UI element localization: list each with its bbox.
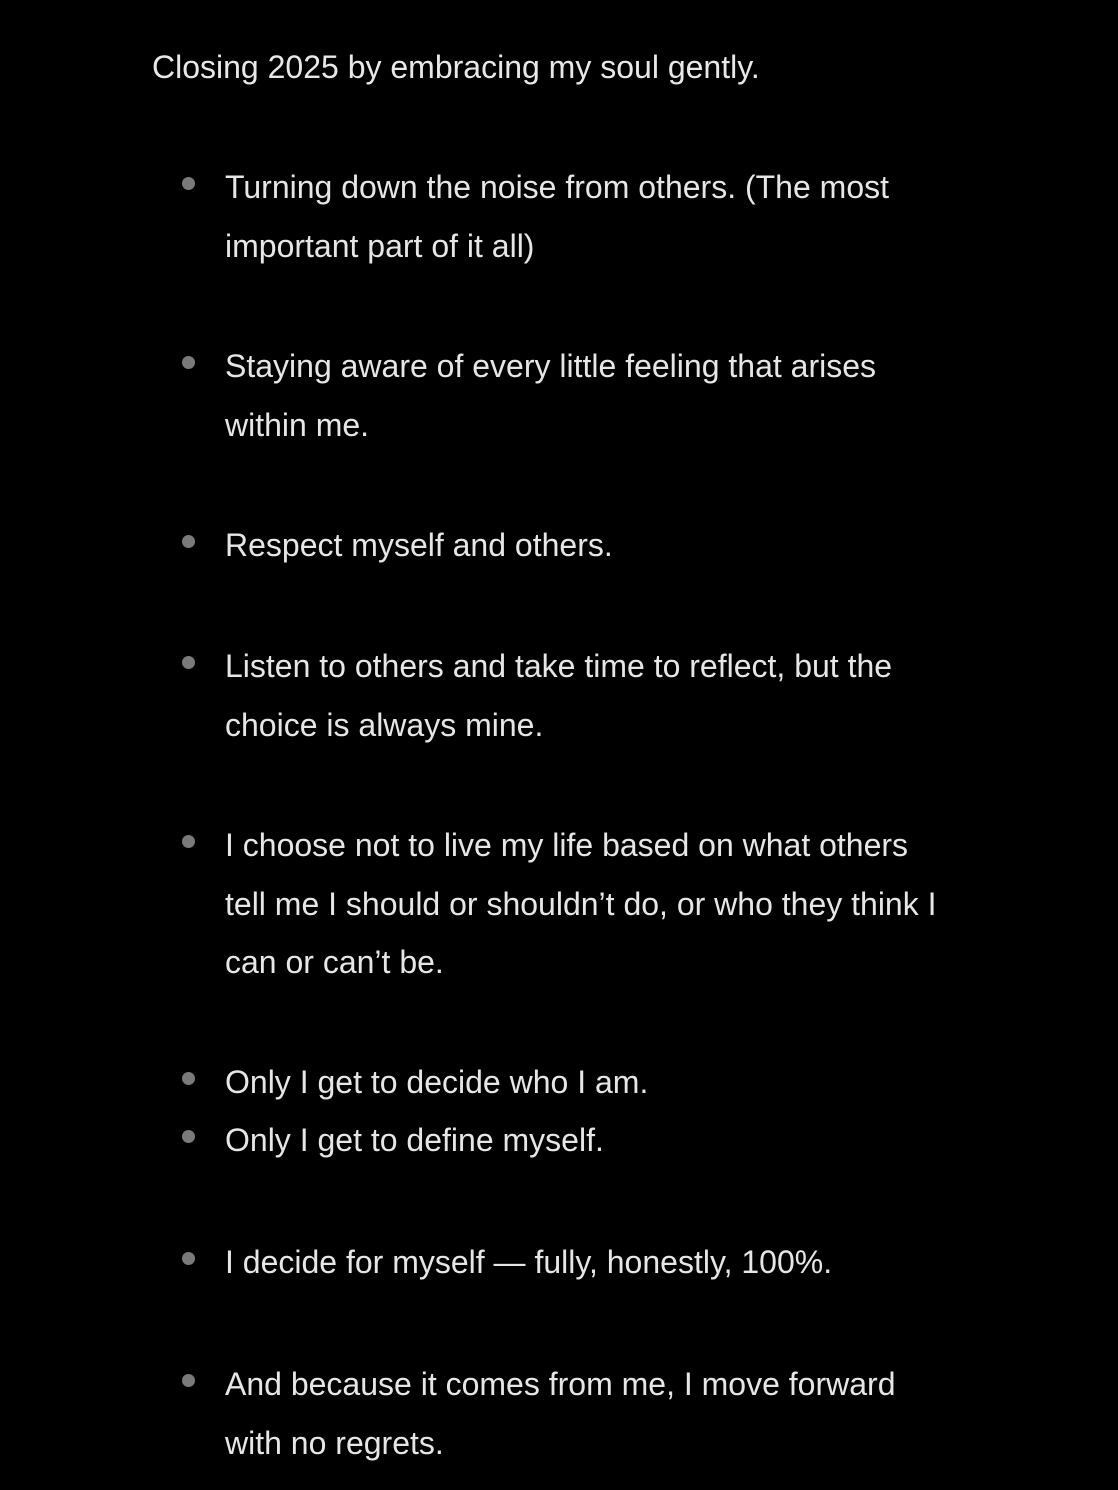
list-item-text: I decide for myself — fully, honestly, 100%.: [225, 1244, 833, 1280]
bullet-icon: [182, 1252, 195, 1265]
bullet-icon: [182, 835, 195, 848]
bullet-icon: [182, 656, 195, 669]
note-title: Closing 2025 by embracing my soul gently.: [152, 49, 760, 85]
bullet-icon: [182, 1130, 195, 1143]
list-item-text: Listen to others and take time to reflect, but the choice is always mine.: [225, 648, 893, 743]
bullet-icon: [182, 1374, 195, 1387]
list-item-text: Staying aware of every little feeling that arises within me.: [225, 348, 876, 443]
list-item-text: And because it comes from me, I move forward with no regrets.: [225, 1366, 896, 1461]
bullet-icon: [182, 535, 195, 548]
bullet-icon: [182, 356, 195, 369]
list-item-text: Only I get to define myself.: [225, 1122, 604, 1158]
list-item-text: Only I get to decide who I am.: [225, 1064, 649, 1100]
bullet-icon: [182, 177, 195, 190]
list-item-text: I choose not to live my life based on what others tell me I should or shouldn’t do, or who they think I can or can’t be.: [225, 827, 937, 980]
list-item-text: Respect myself and others.: [225, 527, 613, 563]
bullet-icon: [182, 1072, 195, 1085]
list-item-text: Turning down the noise from others. (The most important part of it all): [225, 169, 889, 264]
